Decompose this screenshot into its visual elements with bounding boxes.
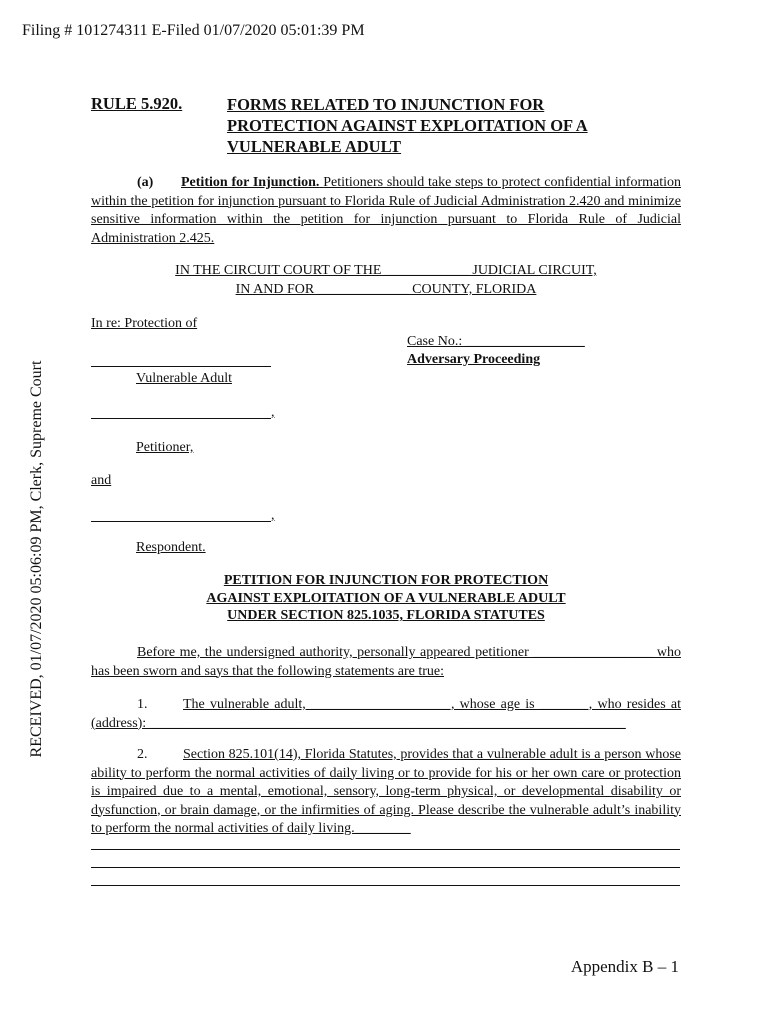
case-number-field: Case No.: _________________ [407, 334, 585, 349]
answer-line [91, 885, 680, 886]
paragraph-1 [91, 696, 681, 733]
section-a-text: Petitioners should take steps to protect confidential information within the petition for injunction pursuant to Florida Rule of Judicial Administration 2.420 and minimize sensitive information within the petition for injunction pursuant to Florida Rule of Judicial Administration 2.425. [91, 175, 681, 246]
rule-number: RULE 5.920. [91, 94, 183, 113]
comma: , [271, 405, 275, 420]
vulnerable-adult-name-line [91, 366, 271, 367]
intro-text: Before me, the undersigned authority, personally appeared petitioner _________________ who has been sworn and says that the following statements are true: [91, 645, 681, 679]
section-a-heading: Petition for Injunction. [181, 175, 320, 190]
paragraph-number: 2. [137, 747, 148, 762]
page-footer: Appendix B – 1 [570, 957, 679, 976]
paragraph-2-text: Section 825.101(14), Florida Statutes, provides that a vulnerable adult is a person whose ability to perform the normal activities of daily living or to provide for his or her own care or protection is impaired due to a mental, emotional, sensory, long-term physical, or developmental disability or dysfunction, or brain damage, or the infirmities of aging. Please describe the vulnerable adult’s inability to perform the normal activities of daily living.________ [91, 747, 681, 836]
court-heading [91, 261, 681, 299]
answer-line [91, 867, 680, 868]
rule-title-line: VULNERABLE ADULT [227, 137, 402, 156]
in-re-label: In re: Protection of [91, 316, 198, 331]
answer-line [91, 849, 680, 850]
petition-caption [91, 572, 681, 625]
comma: , [271, 508, 275, 523]
vulnerable-adult-label: Vulnerable Adult [136, 371, 232, 386]
court-line: IN THE CIRCUIT COURT OF THE ____________ JUDICIAL CIRCUIT, [175, 263, 597, 278]
petitioner-label: Petitioner, [136, 440, 194, 455]
caption-line: UNDER SECTION 825.1035, FLORIDA STATUTES [227, 608, 545, 623]
rule-title-line: PROTECTION AGAINST EXPLOITATION OF A [227, 116, 588, 135]
paragraph-1-text: The vulnerable adult, ____________________, whose age is _______, who resides at (address): ____________________________________________________________________ [91, 697, 681, 731]
rule-title [227, 94, 588, 157]
rule-title-line: FORMS RELATED TO INJUNCTION FOR [227, 95, 545, 114]
paragraph-2 [91, 746, 681, 839]
adversary-proceeding-label: Adversary Proceeding [407, 352, 541, 367]
section-a-paragraph [91, 174, 681, 248]
court-line: IN AND FOR _____________ COUNTY, FLORIDA [235, 282, 537, 297]
caption-line: PETITION FOR INJUNCTION FOR PROTECTION [223, 573, 549, 588]
received-stamp: RECEIVED, 01/07/2020 05:06:09 PM, Clerk, Supreme Court [28, 360, 45, 758]
caption-line: AGAINST EXPLOITATION OF A VULNERABLE ADULT [206, 590, 566, 606]
and-label: and [91, 473, 112, 488]
section-a-label: (a) [137, 175, 154, 190]
petitioner-name-line [91, 418, 271, 419]
respondent-label: Respondent. [136, 540, 206, 555]
intro-paragraph [91, 644, 681, 681]
filing-stamp: Filing # 101274311 E-Filed 01/07/2020 05:01:39 PM [22, 22, 365, 39]
respondent-name-line [91, 521, 271, 522]
paragraph-number: 1. [137, 697, 148, 712]
